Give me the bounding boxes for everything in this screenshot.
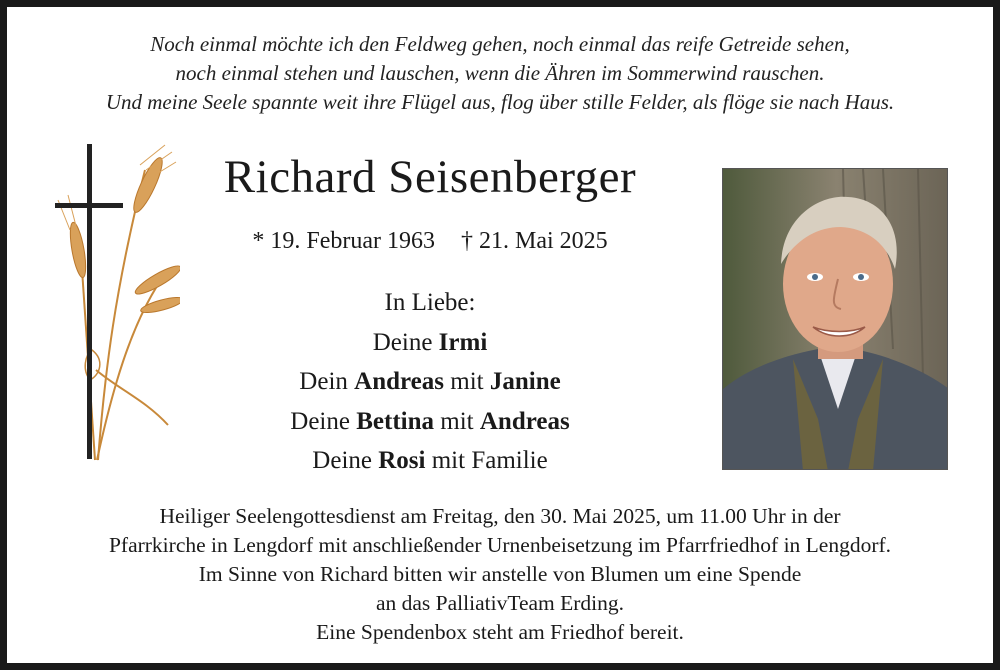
portrait-photo xyxy=(722,168,948,470)
cross-with-wheat-icon xyxy=(50,140,180,470)
mourner-text: Deine xyxy=(290,407,357,435)
poem xyxy=(10,30,990,117)
death-date: † 21. Mai 2025 xyxy=(460,228,608,254)
mourner-text: mit xyxy=(434,407,480,435)
mourner-line xyxy=(170,362,690,402)
poem-line-1: Noch einmal möchte ich den Feldweg gehen, noch einmal das reife Getreide sehen, xyxy=(150,32,850,56)
mourner-text: Deine xyxy=(312,447,379,474)
mourner-line xyxy=(170,402,690,442)
mourner-name: Bettina xyxy=(356,407,435,435)
notice-line-2: Pfarrkirche in Lengdorf mit anschließender Urnenbeisetzung im Pfarrfriedhof in Lengdorf. xyxy=(108,533,892,557)
mourner-name: Irmi xyxy=(438,328,488,356)
mourner-name: Andreas xyxy=(354,368,444,395)
poem-line-2: noch einmal stehen und lauschen, wenn die Ähren im Sommerwind rauschen. xyxy=(175,61,825,85)
mourner-name: Rosi xyxy=(378,447,426,474)
mourner-text: Deine xyxy=(372,328,439,356)
mourner-text: mit Familie xyxy=(425,447,548,474)
mourner-line xyxy=(170,441,690,481)
service-notice xyxy=(10,502,990,647)
birth-date: * 19. Februar 1963 xyxy=(252,228,435,254)
life-dates xyxy=(170,228,690,255)
mourner-name: Andreas xyxy=(479,407,570,435)
notice-line-1: Heiliger Seelengottesdienst am Freitag, den 30. Mai 2025, um 11.00 Uhr in der xyxy=(159,504,841,528)
mourner-name: Janine xyxy=(489,368,561,395)
notice-line-3: Im Sinne von Richard bitten wir anstelle von Blumen um eine Spende xyxy=(198,562,802,586)
deceased-name: Richard Seisenberger xyxy=(223,151,637,203)
mourner-line xyxy=(170,323,690,363)
notice-line-5: Eine Spendenbox steht am Friedhof bereit. xyxy=(316,620,684,644)
poem-line-3: Und meine Seele spannte weit ihre Flügel aus, flog über stille Felder, als flöge sie nach Haus. xyxy=(105,90,895,114)
mourner-text: mit xyxy=(444,368,490,395)
mourners-intro: In Liebe: xyxy=(384,289,476,316)
mourners-list xyxy=(170,283,690,481)
notice-line-4: an das PalliativTeam Erding. xyxy=(375,591,625,615)
mourner-text: Dein xyxy=(299,368,355,395)
